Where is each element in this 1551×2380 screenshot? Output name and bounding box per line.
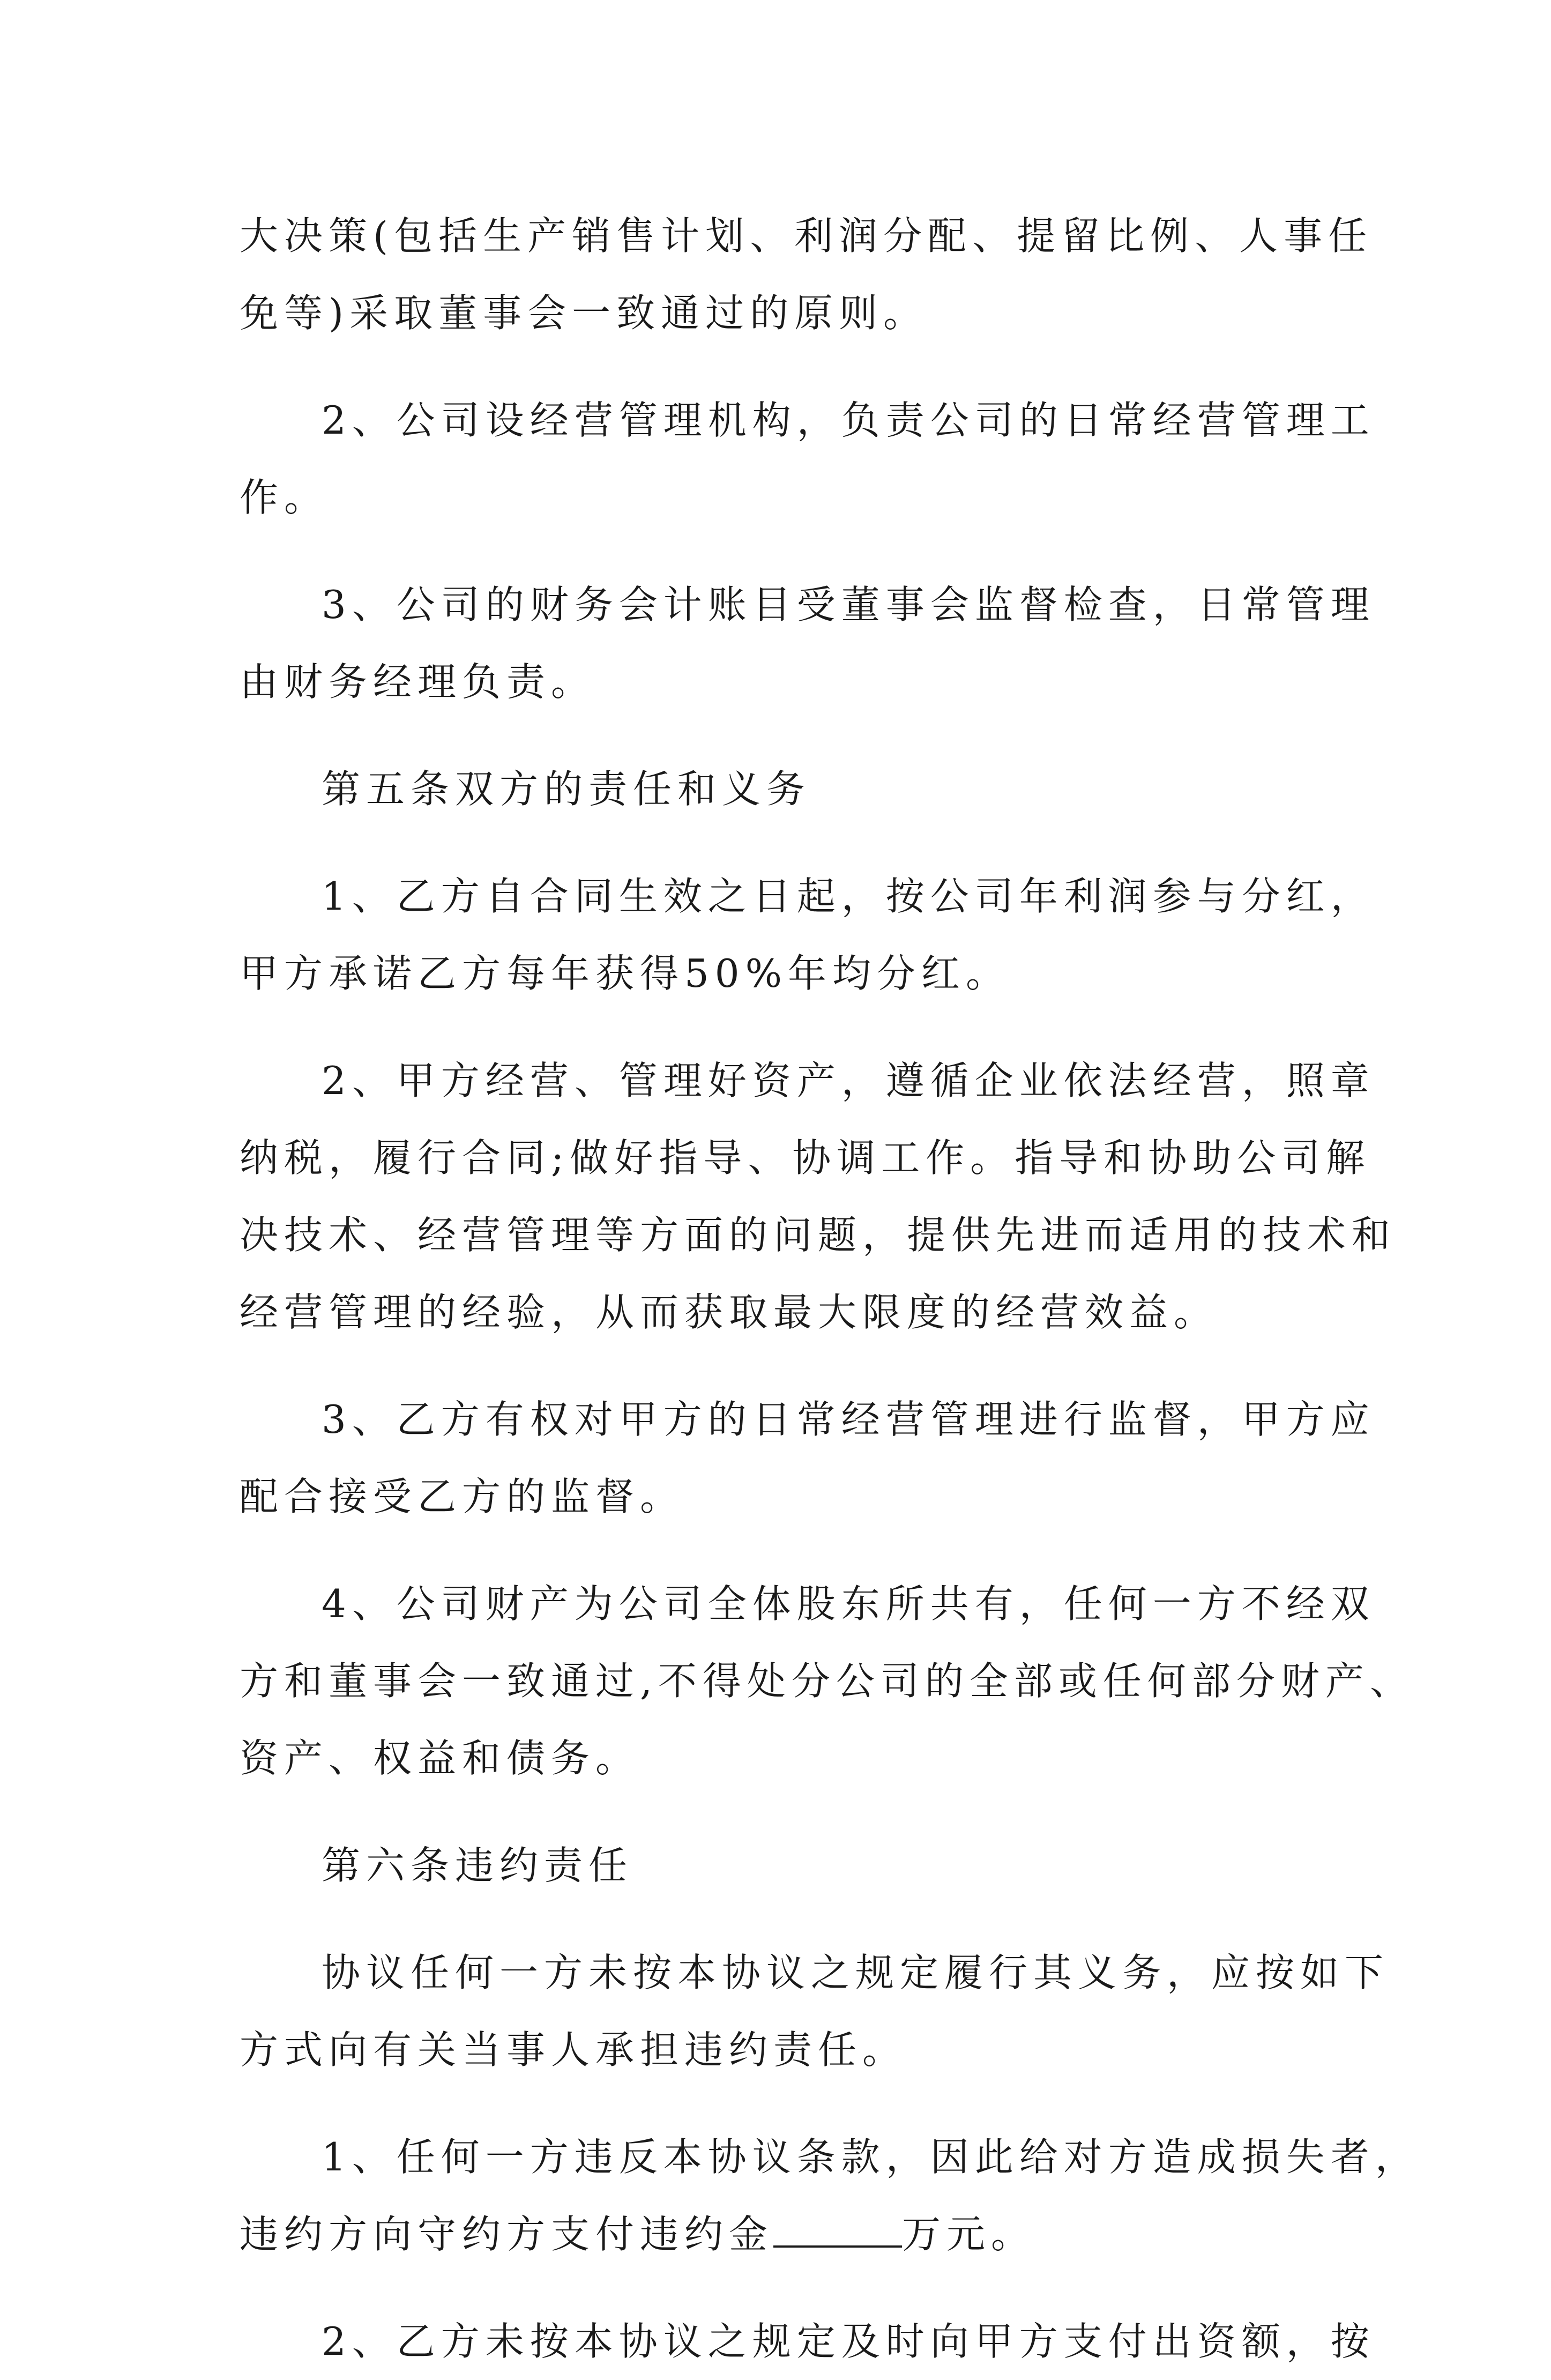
fill-in-blank	[773, 2213, 902, 2248]
document-body	[240, 197, 1420, 2380]
paragraph	[240, 1565, 1414, 1797]
text-line: 免等)采取董事会一致通过的原则。	[240, 291, 928, 336]
text-line: 2、乙方未按本协议之规定及时向甲方支付出资额，按	[322, 2319, 1375, 2364]
section-heading	[240, 1827, 1317, 1904]
text-line: 决技术、经营管理等方面的问题，提供先进而适用的技术和	[240, 1213, 1397, 1258]
text-line: 2、甲方经营、管理好资产，遵循企业依法经营，照章	[322, 1058, 1375, 1103]
paragraph	[240, 2118, 1420, 2273]
text-line: 甲方承诺乙方每年获得50%年均分红。	[240, 951, 1011, 996]
text-line: 方和董事会一致通过,不得处分公司的全部或任何部分财产、	[240, 1658, 1414, 1704]
text-line: 3、乙方有权对甲方的日常经营管理进行监督，甲方应	[322, 1397, 1375, 1442]
text-line: 配合接受乙方的监督。	[240, 1474, 685, 1519]
text-line: 方式向有关当事人承担违约责任。	[240, 2027, 907, 2072]
text-line: 协议任何一方未按本协议之规定履行其义务，应按如下	[322, 1950, 1390, 1995]
paragraph	[240, 382, 1375, 536]
text-line: 经营管理的经验，从而获取最大限度的经营效益。	[240, 1290, 1219, 1335]
paragraph	[240, 1934, 1390, 2088]
text-line: 1、乙方自合同生效之日起，按公司年利润参与分红，	[322, 874, 1375, 919]
text-segment: 违约方向守约方支付违约金	[240, 2212, 774, 2257]
text-line	[240, 2196, 1317, 2273]
paragraph	[240, 1042, 1397, 1351]
text-line: 纳税，履行合同;做好指导、协调工作。指导和协助公司解	[240, 1135, 1371, 1180]
text-segment: 万元。	[902, 2212, 1036, 2257]
text-line: 1、任何一方违反本协议条款，因此给对方造成损失者，	[322, 2134, 1420, 2180]
paragraph	[240, 858, 1375, 1012]
section-heading	[240, 750, 1317, 828]
paragraph	[240, 566, 1375, 720]
text-line: 第六条违约责任	[322, 1843, 633, 1888]
text-line: 资产、权益和债务。	[240, 1736, 640, 1781]
paragraph	[240, 197, 1373, 352]
text-line: 第五条双方的责任和义务	[322, 767, 811, 812]
text-line: 3、公司的财务会计账目受董事会监督检查，日常管理	[322, 582, 1375, 627]
text-line: 4、公司财产为公司全体股东所共有，任何一方不经双	[322, 1581, 1375, 1626]
paragraph	[240, 2303, 1375, 2380]
text-line: 2、公司设经营管理机构，负责公司的日常经营管理工	[322, 398, 1375, 443]
paragraph	[240, 1381, 1375, 1535]
text-line: 大决策(包括生产销售计划、利润分配、提留比例、人事任	[240, 213, 1373, 258]
text-line: 作。	[240, 475, 329, 520]
text-line: 由财务经理负责。	[240, 659, 596, 704]
